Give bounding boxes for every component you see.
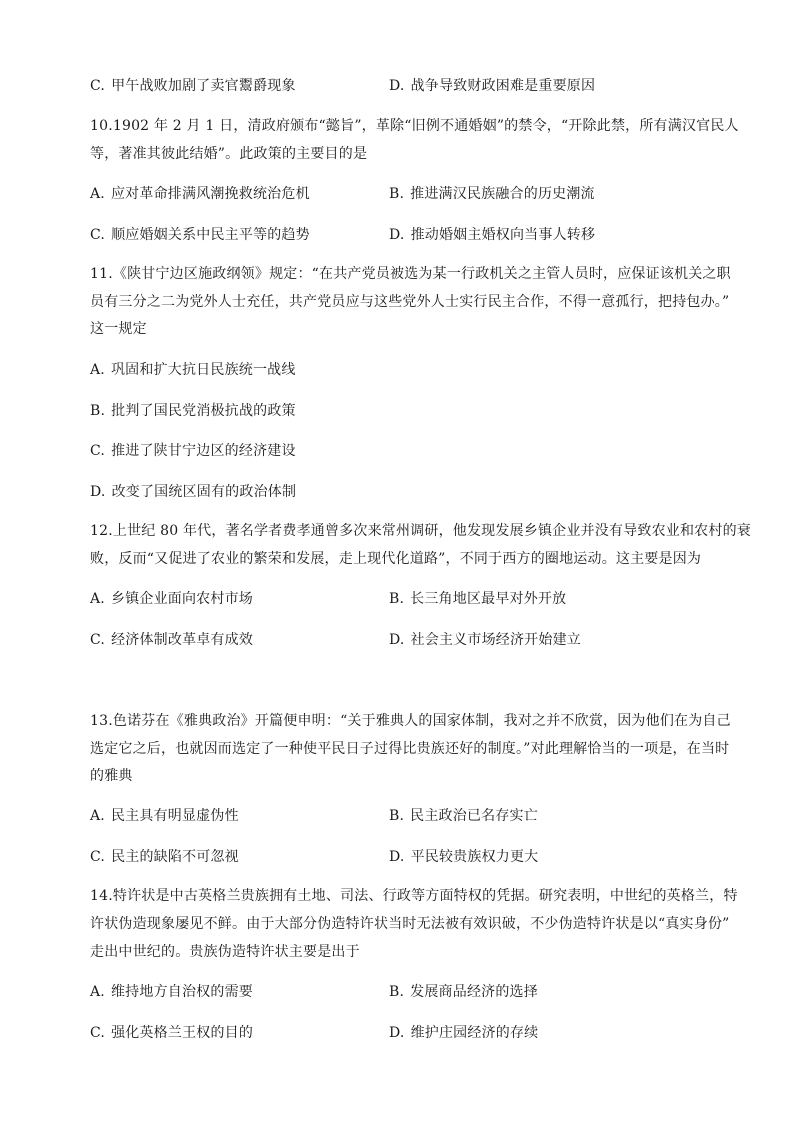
option-text: 社会主义市场经济开始建立	[410, 632, 581, 648]
q13-stem-line-1: 13.色诺芬在《雅典政治》开篇便申明：“关于雅典人的国家体制，我对之并不欣赏，因为他们在为自己	[90, 713, 731, 729]
option-text: 强化英格兰王权的目的	[111, 1025, 254, 1041]
option-text: 乡镇企业面向农村市场	[110, 591, 253, 607]
option-text: 维持地方自治权的需要	[110, 984, 253, 1000]
q11-stem-line-3: 这一规定	[90, 321, 147, 337]
option-letter: C.	[90, 849, 106, 865]
option-letter: B.	[389, 808, 405, 824]
q14-stem-line-2: 许状伪造现象屡见不鲜。由于大部分伪造特许状当时无法被有效识破，不少伪造特许状是以“真实身份”	[90, 916, 730, 932]
option-letter: D.	[389, 849, 405, 865]
q12-stem-line-1: 12.上世纪 80 年代，著名学者费孝通曾多次来常州调研，他发现发展乡镇企业并没有导致农业和农村的衰	[90, 523, 751, 539]
q13-option-b	[389, 806, 538, 826]
q13-stem-line-3: 的雅典	[90, 768, 133, 784]
q11-stem-line-2: 员有三分之二为党外人士充任，共产党员应与这些党外人士实行民主合作，不得一意孤行，把持包办。”	[90, 294, 730, 310]
option-letter: A.	[90, 362, 105, 378]
q12-option-c	[90, 630, 253, 650]
q10-option-b	[389, 184, 595, 204]
q14-stem-line-3: 走出中世纪的。贵族伪造特许状主要是出于	[90, 944, 360, 960]
option-letter: A.	[90, 591, 105, 607]
option-letter: A.	[90, 984, 105, 1000]
q11-stem-line-1: 11.《陕甘宁边区施政纲领》规定：“在共产党员被选为某一行政机关之主管人员时，应保证该机关之职	[90, 266, 731, 282]
option-letter: B.	[389, 186, 405, 202]
q13-option-c	[90, 847, 239, 867]
option-text: 甲午战败加剧了卖官鬻爵现象	[111, 78, 296, 94]
option-letter: C.	[90, 632, 106, 648]
q9-option-d	[389, 76, 595, 96]
option-text: 应对革命排满风潮挽救统治危机	[110, 186, 310, 202]
option-text: 维护庄园经济的存续	[410, 1025, 539, 1041]
option-letter: B.	[389, 984, 405, 1000]
option-text: 批判了国民党消极抗战的政策	[111, 403, 296, 419]
option-text: 发展商品经济的选择	[410, 984, 538, 1000]
option-letter: C.	[90, 1025, 106, 1041]
option-text: 顺应婚姻关系中民主平等的趋势	[111, 227, 310, 243]
option-letter: D.	[389, 632, 405, 648]
option-text: 推进满汉民族融合的历史潮流	[410, 186, 595, 202]
option-text: 平民较贵族权力更大	[410, 849, 539, 865]
option-text: 巩固和扩大抗日民族统一战线	[110, 362, 296, 378]
option-text: 民主的缺陷不可忽视	[111, 849, 239, 865]
option-letter: A.	[90, 808, 105, 824]
q14-option-b	[389, 982, 538, 1002]
option-text: 战争导致财政困难是重要原因	[410, 78, 596, 94]
q12-option-d	[389, 630, 581, 650]
q12-stem-line-2: 败，反而“又促进了农业的繁荣和发展，走上现代化道路”，不同于西方的圈地运动。这主要是因为	[90, 551, 702, 567]
option-text: 长三角地区最早对外开放	[410, 591, 567, 607]
option-letter: D.	[389, 1025, 405, 1041]
option-text: 民主政治已名存实亡	[410, 808, 538, 824]
q12-option-a	[90, 589, 253, 609]
option-text: 民主具有明显虚伪性	[110, 808, 239, 824]
q14-option-d	[389, 1023, 538, 1043]
q10-stem-line-2: 等，著准其彼此结婚”。此政策的主要目的是	[90, 146, 368, 162]
option-letter: C.	[90, 227, 106, 243]
q11-option-b	[90, 401, 296, 421]
q13-stem-line-2: 选定它之后，也就因而选定了一种使平民日子过得比贵族还好的制度。”对此理解恰当的一项是，在当时	[90, 741, 730, 757]
q11-option-d	[90, 482, 296, 502]
option-text: 推进了陕甘宁边区的经济建设	[111, 443, 296, 459]
option-letter: D.	[389, 227, 405, 243]
q14-option-a	[90, 982, 253, 1002]
option-letter: B.	[389, 591, 405, 607]
q10-option-d	[389, 225, 595, 245]
option-text: 经济体制改革卓有成效	[111, 632, 254, 648]
q14-option-c	[90, 1023, 253, 1043]
q13-option-d	[389, 847, 538, 867]
q11-option-a	[90, 360, 296, 380]
option-letter: A.	[90, 186, 105, 202]
q11-option-c	[90, 441, 296, 461]
option-letter: D.	[90, 484, 106, 500]
option-letter: C.	[90, 78, 106, 94]
option-text: 推动婚姻主婚权向当事人转移	[410, 227, 596, 243]
q12-option-b	[389, 589, 566, 609]
q14-stem-line-1: 14.特许状是中古英格兰贵族拥有土地、司法、行政等方面特权的凭据。研究表明，中世纪的英格兰，特	[90, 888, 738, 904]
option-letter: C.	[90, 443, 106, 459]
q10-stem-line-1: 10.1902 年 2 月 1 日，清政府颁布“懿旨”，革除“旧例不通婚姻”的禁令，“开除此禁，所有满汉官民人	[90, 118, 739, 134]
q13-option-a	[90, 806, 239, 826]
q9-option-c	[90, 76, 296, 96]
option-letter: D.	[389, 78, 405, 94]
option-letter: B.	[90, 403, 106, 419]
q10-option-a	[90, 184, 310, 204]
q10-option-c	[90, 225, 310, 245]
option-text: 改变了国统区固有的政治体制	[111, 484, 297, 500]
